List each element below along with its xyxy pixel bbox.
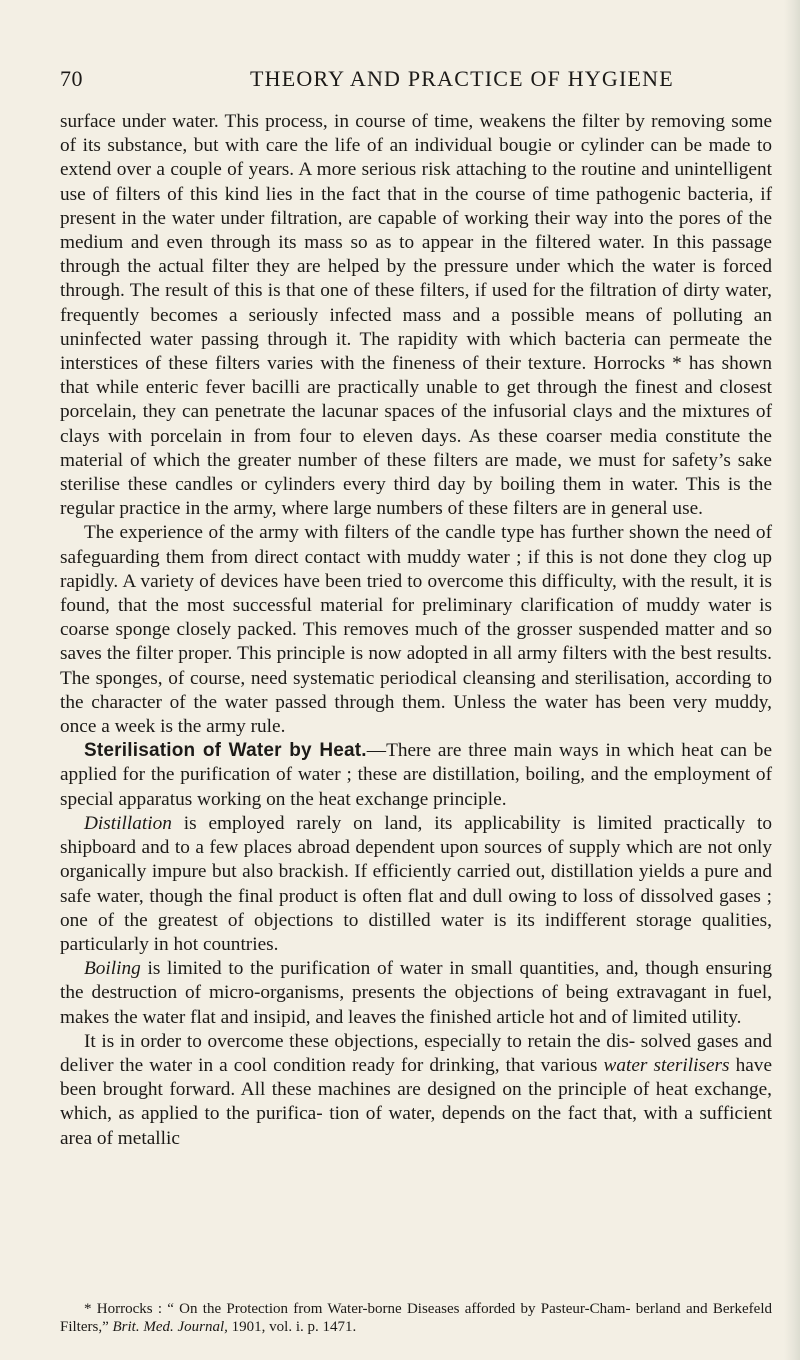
paragraph-water-sterilisers — [60, 1030, 772, 1151]
page-edge-shadow — [784, 0, 800, 1360]
footnote-reference: 1901, vol. i. p. 1471. — [227, 1319, 357, 1335]
footnote-citation: * Horrocks : “ On the Protection from Water-borne Diseases afforded by Pasteur-Cham- berland and Berkefeld Filters,” — [60, 1301, 772, 1335]
section-heading: Sterilisation of Water by Heat. — [84, 740, 367, 762]
footnote-journal: Brit. Med. Journal, — [112, 1319, 228, 1335]
page-number: 70 — [60, 66, 83, 91]
paragraph-filter-risk: surface under water. This process, in course of time, weakens the filter by removing some of its substance, but with care the life of an individual bougie or cylinder can be made to extend over a couple of years. A more serious risk attaching to the routine and unintelligent use of filters of this kind lies in the fact that in the course of time pathogenic bacteria, if present in the water under filtration, are capable of working their way into the pores of the medium and even through its mass so as to appear in the filtered water. In this passage through the actual filter they are helped by the pressure under which the water is forced through. The result of this is that one of these filters, if used for the filtration of dirty water, frequently becomes a seriously infected mass and a possible means of polluting an uninfected water passing through it. The rapidity with which bacteria can permeate the interstices of these filters varies with the fineness of their texture. Horrocks * has shown that while enteric fever bacilli are practically unable to get through the finest and closest porcelain, they can penetrate the lacunar spaces of the infusorial clays and the mixtures of clays with porcelain in from four to eleven days. As these coarser media constitute the material of which the greater number of these filters are made, we must for safety’s sake sterilise these candles or cylinders every third day by boiling them in water. This is the regular practice in the army, where large numbers of these filters are in general use. — [60, 111, 772, 520]
paragraph-text: have been brought forward. All these machines are designed on the principle of heat exchange, which, as applied to the purifica- tion of water, depends on the fact that, with a sufficient area of metallic — [60, 1054, 772, 1149]
running-header — [60, 66, 772, 96]
paragraph-text: is employed rarely on land, its applicability is limited practically to shipboard and to a few places abroad dependent upon sources of supply which are not only organically impure but also brackish. If efficiently carried out, distillation yields a pure and safe water, though the final product is often flat and dull owing to loss of dissolved gases ; one of the greatest of objections to distilled water is its indifferent storage qualities, particularly in hot countries. — [60, 812, 772, 955]
paragraph-text: —There are three main ways in which heat can be applied for the purification of water ; these are distillation, boiling, and the employment of special apparatus working on the heat exchange principle. — [60, 740, 773, 810]
paragraph-sterilisation-by-heat — [60, 739, 772, 812]
paragraph-distillation — [60, 812, 772, 957]
paragraph-boiling — [60, 957, 772, 1030]
term-water-sterilisers: water sterilisers — [603, 1054, 730, 1076]
footnote — [60, 1300, 772, 1336]
paragraph-army-experience: The experience of the army with filters of the candle type has further shown the need of safeguarding them from direct contact with muddy water ; if this is not done they clog up rapidly. A variety of devices have been tried to overcome this difficulty, with the result, it is found, that the most successful material for preliminary clarification of muddy water is coarse sponge closely packed. This removes much of the grosser suspended matter and so saves the filter proper. This principle is now adopted in all army filters with the best results. The sponges, of course, need systematic periodical cleansing and sterilisation, according to the character of the water passed through them. Unless the water has been very muddy, once a week is the army rule. — [60, 522, 772, 738]
term-boiling: Boiling — [84, 958, 141, 980]
body-text — [60, 110, 772, 1151]
term-distillation: Distillation — [84, 812, 172, 834]
paragraph-text: It is in order to overcome these objections, especially to retain the dis- solved gases and deliver the water in a cool condition ready for drinking, that various — [60, 1030, 772, 1076]
running-title: THEORY AND PRACTICE OF HYGIENE — [250, 66, 674, 91]
footnote-text — [60, 1300, 772, 1336]
paragraph-text: is limited to the purification of water in small quantities, and, though ensuring the destruction of micro-organisms, presents the objections of being extravagant in fuel, makes the water flat and insipid, and leaves the finished article hot and of limited utility. — [60, 958, 772, 1028]
